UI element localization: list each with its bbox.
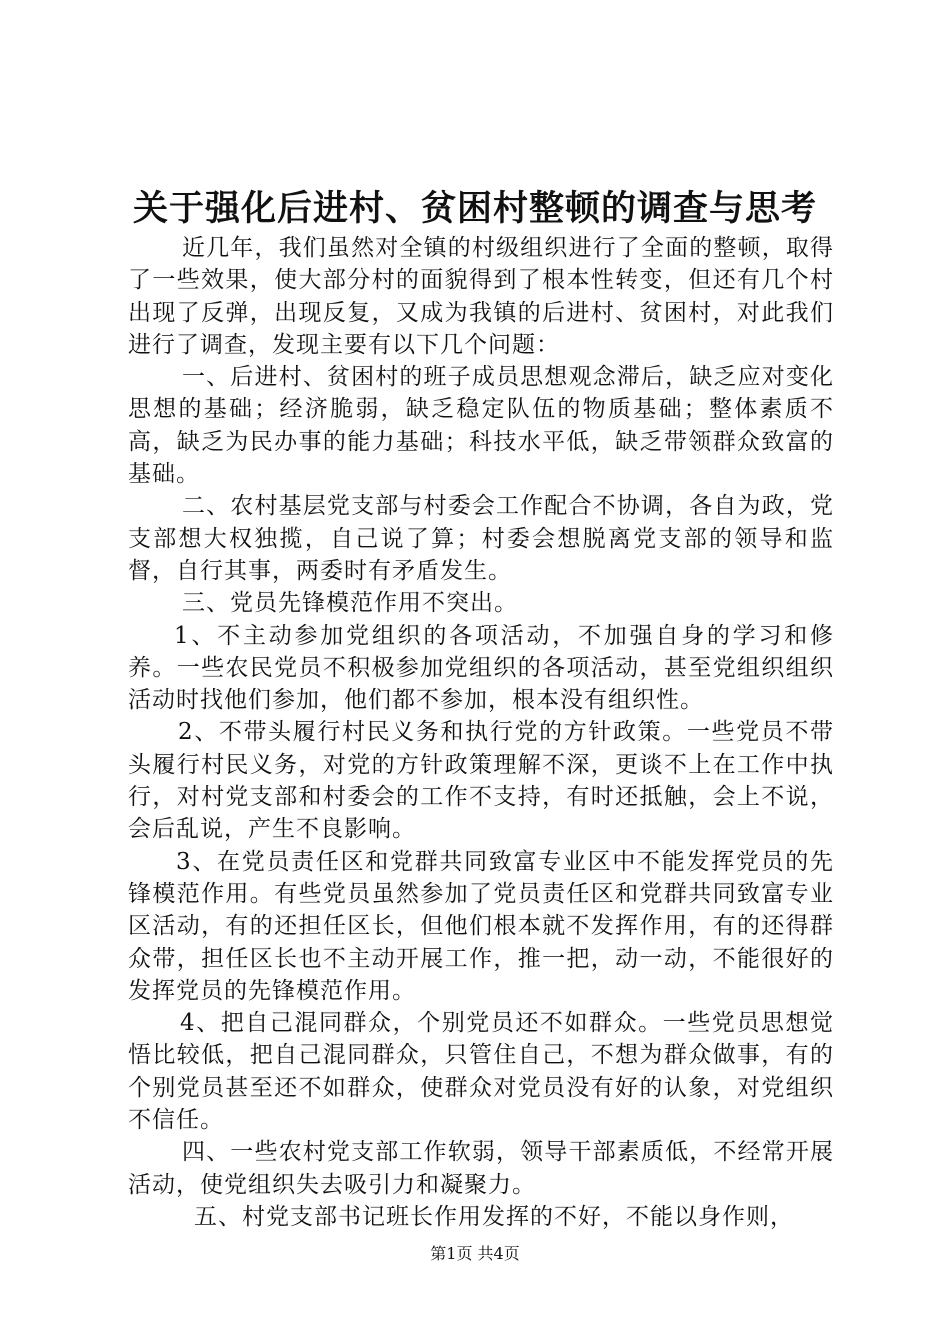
paragraph-issue-4: 四、一些农村党支部工作软弱，领导干部素质低，不经常开展活动，使党组织失去吸引力和凝聚力。 (128, 1139, 834, 1198)
document-title: 关于强化后进村、贫困村整顿的调查与思考 (132, 189, 817, 229)
paragraph-issue-2: 二、农村基层党支部与村委会工作配合不协调，各自为政，党支部想大权独揽，自己说了算；村委会想脱离党支部的领导和监督，自行其事，两委时有矛盾发生。 (128, 493, 834, 584)
paragraph-intro: 近几年，我们虽然对全镇的村级组织进行了全面的整顿，取得了一些效果，使大部分村的面貌得到了根本性转变，但还有几个村出现了反弹，出现反复，又成为我镇的后进村、贫困村，对此我们进行了调查，发现主要有以下几个问题： (128, 235, 834, 358)
paragraph-issue-3: 三、党员先锋模范作用不突出。 (182, 590, 518, 617)
paragraph-issue-5: 五、村党支部书记班长作用发挥的不好，不能以身作则， (194, 1203, 794, 1230)
paragraph-issue-1: 一、后进村、贫困村的班子成员思想观念滞后，缺乏应对变化思想的基础；经济脆弱，缺乏稳定队伍的物质基础；整体素质不高，缺乏为民办事的能力基础；科技水平低，缺乏带领群众致富的基础。 (128, 364, 834, 488)
paragraph-issue-3-item-1: 1、不主动参加党组织的各项活动，不加强自身的学习和修养。一些农民党员不积极参加党组织的各项活动，甚至党组织组织活动时找他们参加，他们都不参加，根本没有组织性。 (128, 622, 834, 714)
paragraph-issue-3-item-3: 3、在党员责任区和党群共同致富专业区中不能发挥党员的先锋模范作用。有些党员虽然参加了党员责任区和党群共同致富专业区活动，有的还担任区长，但他们根本就不发挥作用，有的还得群众带，担任区长也不主动开展工作，推一把，动一动，不能很好的发挥党员的先锋模范作用。 (128, 848, 834, 1004)
paragraph-issue-3-item-4: 4、把自己混同群众，个别党员还不如群众。一些党员思想觉悟比较低，把自己混同群众，只管住自己，不想为群众做事，有的个别党员甚至还不如群众，使群众对党员没有好的认象，对党组织不信任。 (128, 1010, 834, 1134)
page-footer: 第1页 共4页 (430, 1244, 520, 1263)
document-body (128, 232, 834, 1233)
paragraph-issue-3-item-2: 2、不带头履行村民义务和执行党的方针政策。一些党员不带头履行村民义务，对党的方针政策理解不深，更谈不上在工作中执行，对村党支部和村委会的工作不支持，有时还抵触，会上不说，会后乱说，产生不良影响。 (128, 719, 834, 843)
